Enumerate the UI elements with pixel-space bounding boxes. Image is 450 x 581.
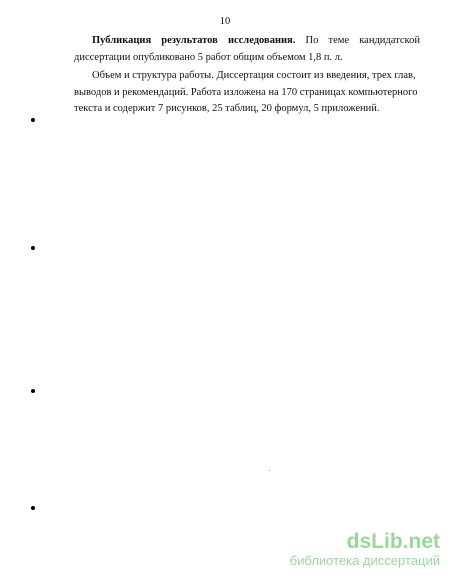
watermark — [290, 531, 440, 568]
paragraph-line: выводов и рекомендаций. Работа изложена на 170 страницах компьютерного — [74, 86, 418, 98]
paragraph-structure — [74, 68, 420, 118]
paragraph-line: Объем и структура работы. Диссертация состоит из введения, трех глав, — [92, 70, 416, 81]
margin-dot-mark — [31, 389, 35, 393]
heading-word: Публикация — [92, 35, 152, 46]
margin-dot-mark — [31, 246, 35, 250]
page-number: 10 — [219, 16, 231, 27]
paragraph-line — [74, 33, 420, 50]
margin-dot-mark — [31, 506, 35, 510]
heading-word: исследования. — [227, 35, 296, 46]
paragraph-publication — [74, 33, 420, 66]
heading-word: результатов — [161, 35, 218, 46]
paragraph-line: текста и содержит 7 рисунков, 25 таблиц, 20 формул, 5 приложений. — [74, 103, 380, 114]
paragraph-line: диссертации опубликовано 5 работ общим объемом 1,8 п. л. — [74, 51, 343, 63]
body-word: По — [305, 35, 319, 46]
scan-speck — [269, 470, 270, 471]
watermark-subtitle: библиотека диссертаций — [289, 553, 440, 568]
watermark-logo: dsLib.net — [346, 530, 440, 553]
margin-dot-mark — [31, 118, 35, 122]
body-word: теме — [328, 35, 350, 46]
body-word: кандидатской — [359, 35, 420, 46]
